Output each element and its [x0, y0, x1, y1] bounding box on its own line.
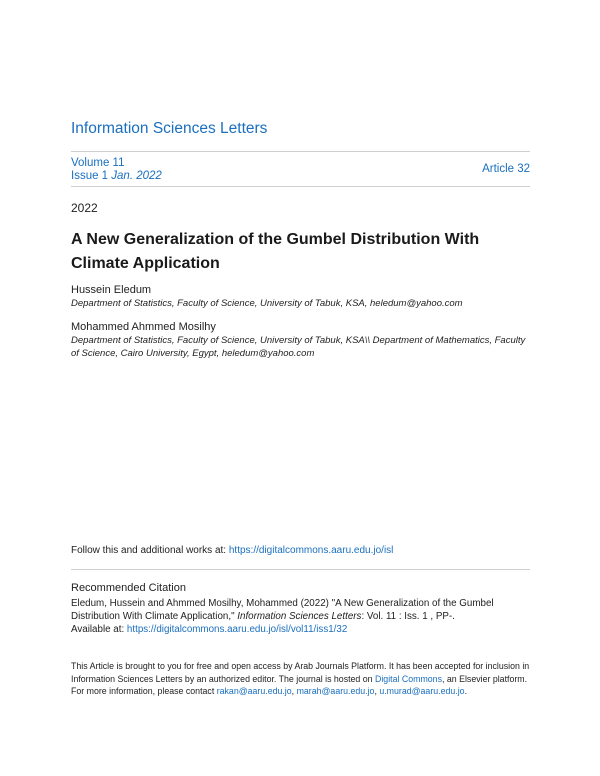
journal-title-link[interactable]: Information Sciences Letters: [71, 120, 268, 137]
email-separator: ,: [291, 686, 297, 696]
issue-link[interactable]: Issue 1: [71, 170, 109, 182]
author-affiliation: Department of Statistics, Faculty of Science, University of Tabuk, KSA\\ Department of Mathematics, Faculty of Science, Cairo University, Egypt, heledum@yahoo.com: [71, 335, 526, 359]
article-url-link[interactable]: https://digitalcommons.aaru.edu.jo/isl/vol11/iss1/32: [126, 624, 348, 635]
digital-commons-link[interactable]: Digital Commons: [375, 673, 442, 684]
contact-email-rakan[interactable]: rakan@aaru.edu.jo: [216, 686, 292, 696]
citation-text: [71, 597, 530, 636]
available-at-label: Available at:: [71, 624, 127, 635]
publication-year: 2022: [71, 201, 98, 215]
author-affiliation: Department of Statistics, Faculty of Science, University of Tabuk, KSA, heledum@yahoo.com: [71, 298, 463, 309]
follow-line: [71, 545, 393, 556]
citation-journal: Information Sciences Letters: [237, 611, 362, 622]
author-block-1: [71, 283, 530, 310]
author-name: Hussein Eledum: [71, 284, 152, 296]
citation-volume-info: : Vol. 11 : Iss. 1 , PP-.: [361, 611, 455, 622]
notice-text-2: , an Elsevier platform. For more information, please contact: [71, 673, 528, 696]
issue-date: Jan. 2022: [111, 170, 162, 182]
header-divider-bottom: [71, 186, 530, 187]
article-number-link[interactable]: Article 32: [482, 163, 530, 175]
notice-end: .: [464, 686, 468, 696]
author-block-2: [71, 320, 530, 360]
author-name: Mohammed Ahmmed Mosilhy: [71, 321, 216, 333]
access-notice: [71, 660, 530, 698]
header-divider-top: [71, 151, 530, 152]
volume-issue-block: [71, 157, 162, 183]
follow-text: Follow this and additional works at:: [71, 545, 229, 556]
follow-link[interactable]: https://digitalcommons.aaru.edu.jo/isl: [228, 545, 394, 556]
citation-divider: [71, 569, 530, 570]
notice-text: This Article is brought to you for free and open access by Arab Journals Platform. It has been accepted for inclusion in Information Sciences Letters by an authorized editor. The journal is hosted on: [71, 661, 530, 684]
contact-email-umurad[interactable]: u.murad@aaru.edu.jo: [379, 686, 465, 696]
recommended-citation-heading: Recommended Citation: [71, 582, 186, 594]
volume-link[interactable]: Volume 11: [71, 157, 125, 169]
article-title: A New Generalization of the Gumbel Distribution With Climate Application: [71, 231, 480, 272]
citation-body: Eledum, Hussein and Ahmmed Mosilhy, Mohammed (2022) "A New Generalization of the Gumbel Distribution With Climate Application,": [71, 598, 494, 622]
email-separator: ,: [374, 686, 380, 696]
contact-email-marah[interactable]: marah@aaru.edu.jo: [296, 686, 375, 696]
